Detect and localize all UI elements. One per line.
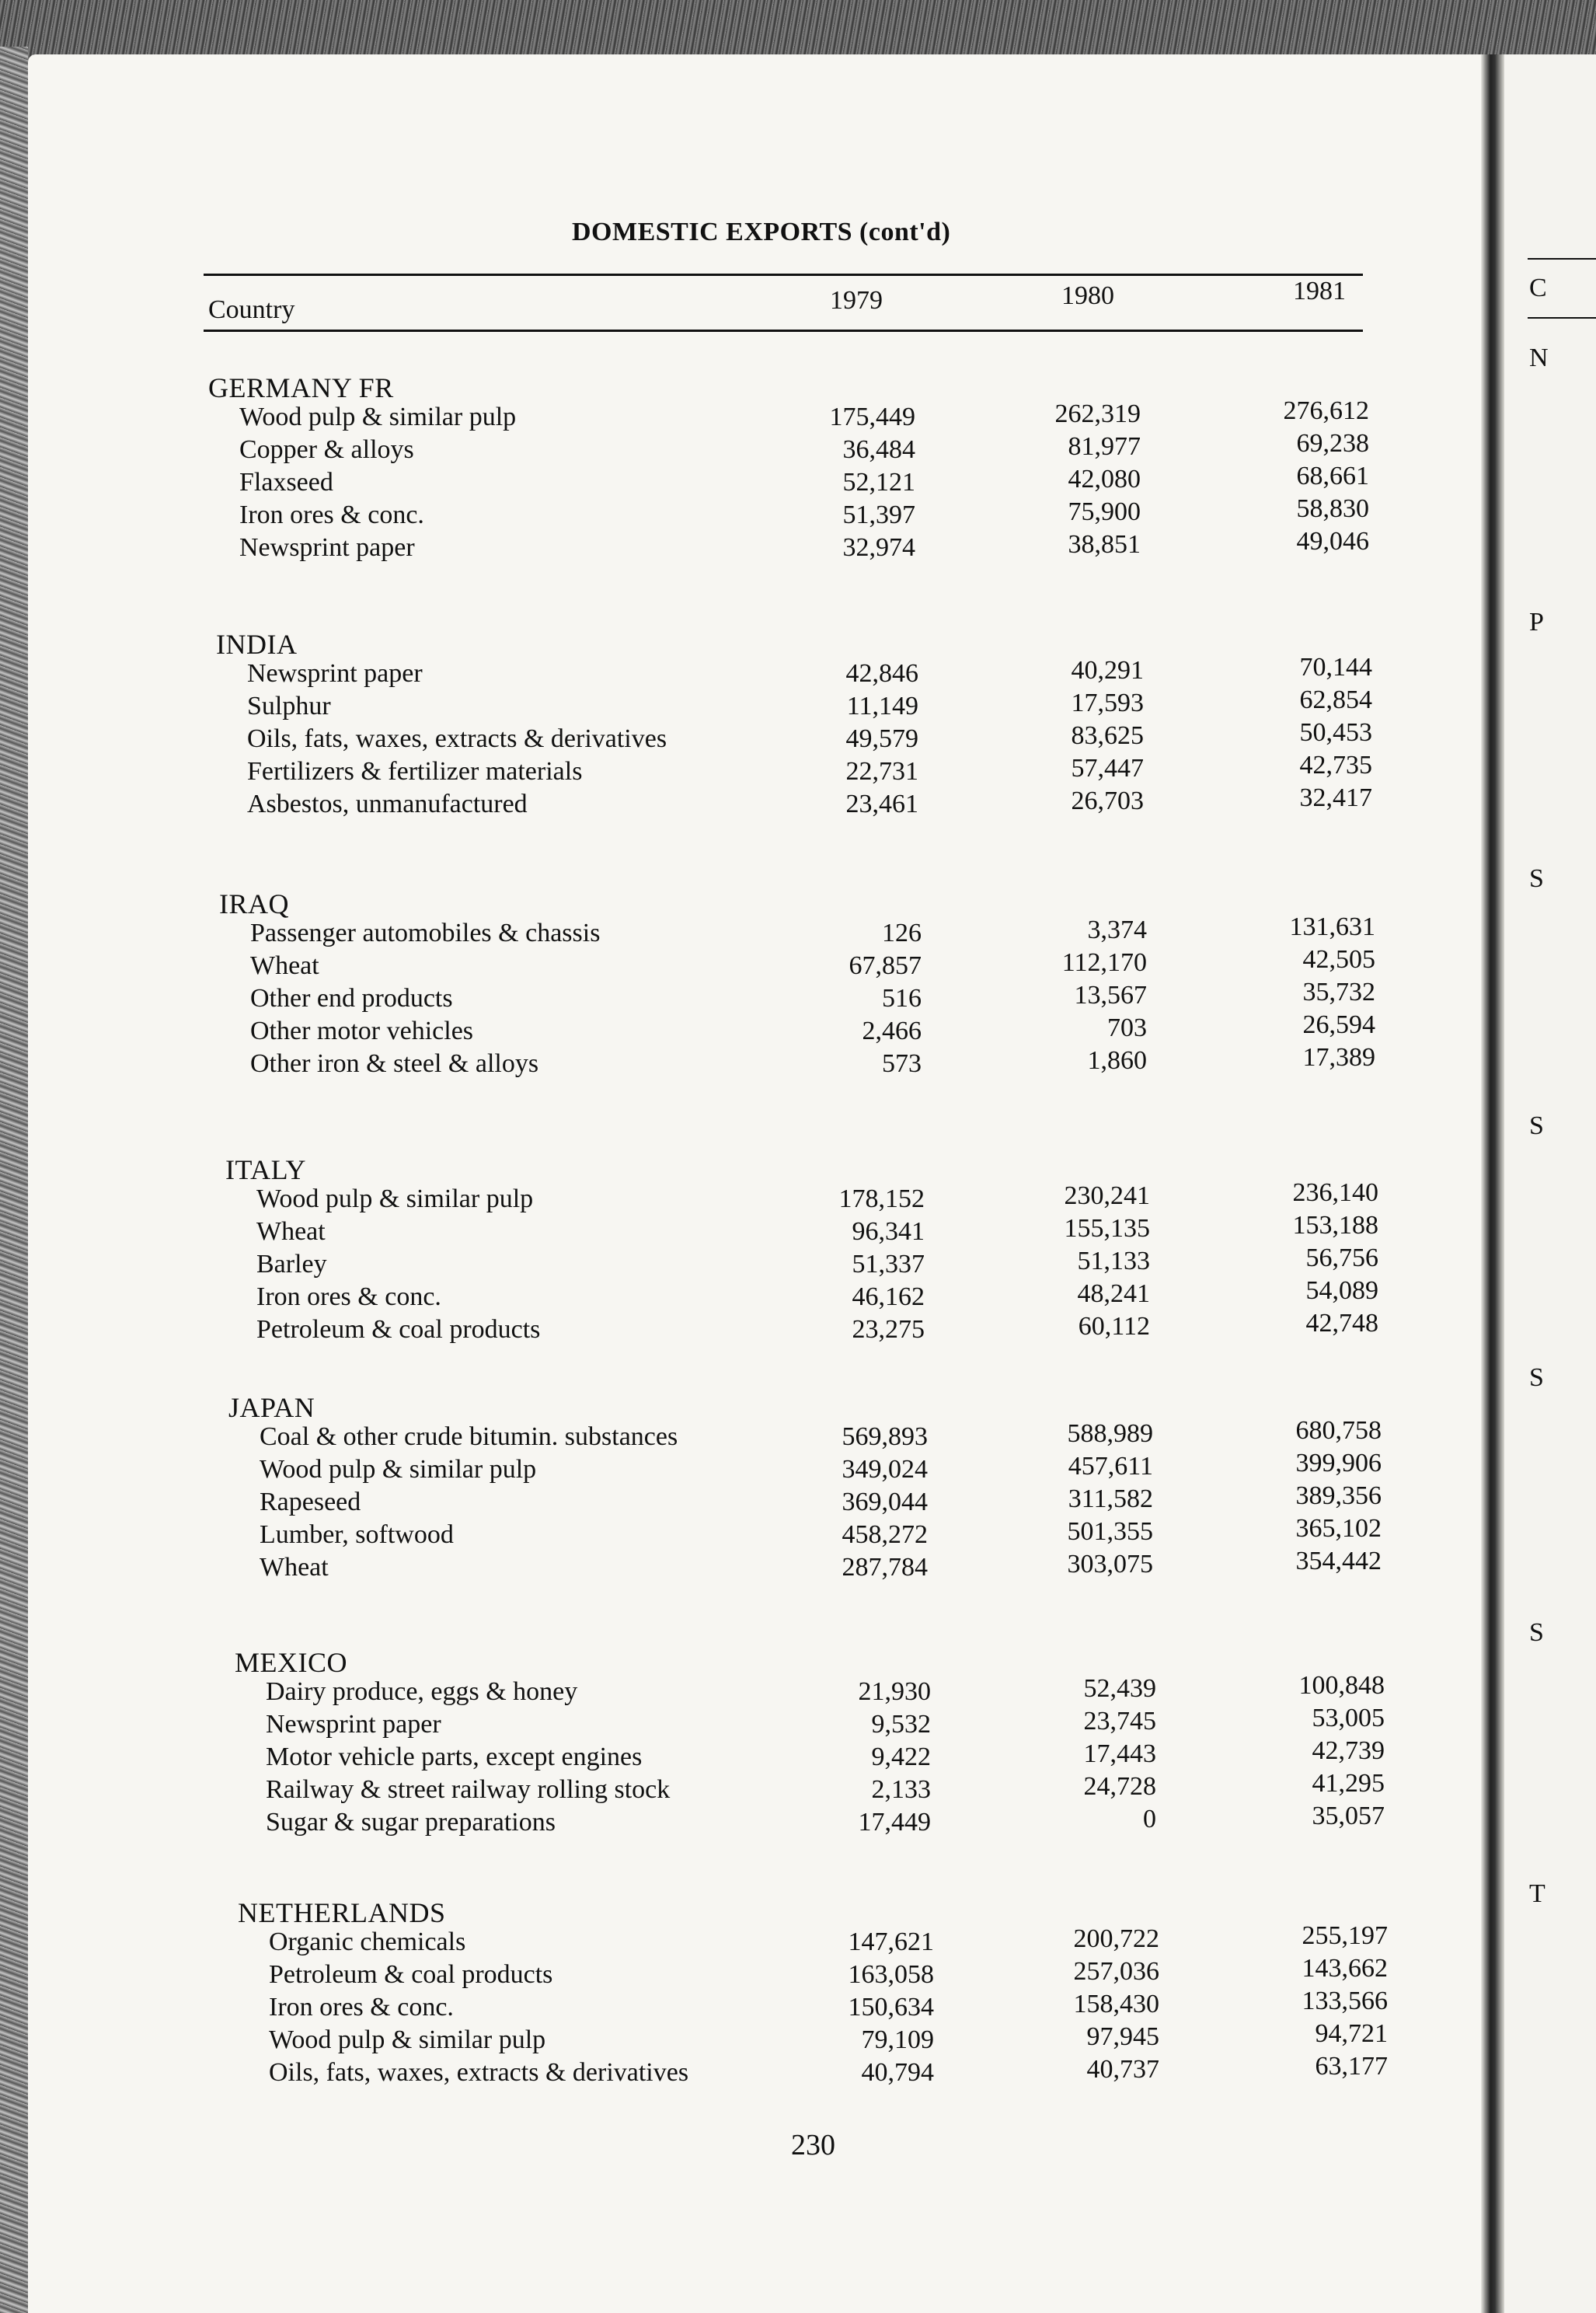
country-heading: JAPAN <box>228 1392 315 1423</box>
table-cell-1979: 51,397 <box>842 501 915 529</box>
table-cell-1979: 49,579 <box>845 724 918 753</box>
table-cell-1979: 17,449 <box>858 1808 931 1837</box>
adjacent-page-letter: S <box>1529 864 1544 893</box>
adjacent-page-letter: S <box>1529 1111 1544 1140</box>
table-row-item-label: Wheat <box>250 951 319 980</box>
table-cell-1979: 175,449 <box>829 403 915 431</box>
table-cell-1981: 236,140 <box>1292 1178 1378 1207</box>
table-cell-1980: 158,430 <box>1073 1990 1159 2018</box>
table-cell-1980: 155,135 <box>1064 1214 1150 1243</box>
table-row-item-label: Dairy produce, eggs & honey <box>266 1677 578 1706</box>
table-cell-1981: 100,848 <box>1298 1671 1385 1700</box>
table-cell-1981: 58,830 <box>1296 494 1369 523</box>
table-row-item-label: Other end products <box>250 984 453 1013</box>
table-cell-1979: 42,846 <box>845 659 918 688</box>
country-heading: NETHERLANDS <box>238 1897 446 1928</box>
table-cell-1981: 35,057 <box>1312 1802 1385 1830</box>
table-cell-1980: 40,291 <box>1071 656 1144 685</box>
table-cell-1979: 9,532 <box>871 1710 931 1739</box>
table-cell-1981: 68,661 <box>1296 462 1369 490</box>
table-cell-1979: 2,133 <box>871 1775 931 1804</box>
table-row-item-label: Flaxseed <box>239 468 333 497</box>
table-row-item-label: Organic chemicals <box>269 1928 466 1956</box>
table-cell-1980: 57,447 <box>1071 754 1144 783</box>
table-row-item-label: Fertilizers & fertilizer materials <box>247 757 583 786</box>
table-cell-1980: 200,722 <box>1073 1924 1159 1953</box>
table-cell-1980: 97,945 <box>1086 2022 1159 2051</box>
scan-edge-top <box>0 0 1596 62</box>
adjacent-page-letter: N <box>1529 344 1549 372</box>
table-row-item-label: Wood pulp & similar pulp <box>269 2025 546 2054</box>
table-row-item-label: Oils, fats, waxes, extracts & derivatives <box>247 724 667 753</box>
table-cell-1980: 75,900 <box>1068 497 1141 526</box>
table-cell-1981: 133,566 <box>1302 1987 1388 2015</box>
table-cell-1979: 22,731 <box>845 757 918 786</box>
table-cell-1980: 40,737 <box>1086 2055 1159 2084</box>
adjacent-page-letter: S <box>1529 1363 1544 1392</box>
table-row-item-label: Oils, fats, waxes, extracts & derivatives <box>269 2058 689 2087</box>
table-row-item-label: Petroleum & coal products <box>256 1315 541 1344</box>
table-row-item-label: Other iron & steel & alloys <box>250 1049 539 1078</box>
table-cell-1979: 23,461 <box>845 790 918 818</box>
table-cell-1979: 163,058 <box>848 1960 934 1989</box>
table-top-rule <box>204 274 1363 276</box>
table-cell-1980: 1,860 <box>1087 1046 1147 1075</box>
table-cell-1979: 569,893 <box>842 1422 928 1451</box>
adjacent-page-fragment <box>1504 54 1596 2313</box>
table-cell-1980: 81,977 <box>1068 432 1141 461</box>
table-cell-1980: 0 <box>1143 1805 1156 1833</box>
table-row-item-label: Other motor vehicles <box>250 1017 474 1045</box>
table-cell-1980: 588,989 <box>1067 1419 1153 1448</box>
country-heading: INDIA <box>216 629 298 660</box>
table-cell-1980: 83,625 <box>1071 721 1144 750</box>
table-cell-1979: 96,341 <box>852 1217 925 1246</box>
table-cell-1979: 573 <box>882 1049 922 1078</box>
table-cell-1980: 311,582 <box>1068 1484 1153 1513</box>
table-row-item-label: Sulphur <box>247 692 331 720</box>
table-cell-1981: 42,505 <box>1302 945 1375 974</box>
table-row-item-label: Newsprint paper <box>247 659 423 688</box>
table-cell-1980: 26,703 <box>1071 787 1144 815</box>
table-row-item-label: Rapeseed <box>260 1488 361 1516</box>
table-cell-1981: 255,197 <box>1302 1921 1388 1950</box>
adjacent-page-letter: C <box>1529 274 1547 302</box>
table-cell-1979: 11,149 <box>846 692 918 720</box>
table-row-item-label: Coal & other crude bitumin. substances <box>260 1422 678 1451</box>
table-row-item-label: Wood pulp & similar pulp <box>260 1455 537 1484</box>
table-cell-1981: 50,453 <box>1299 718 1372 747</box>
table-row-item-label: Petroleum & coal products <box>269 1960 553 1989</box>
table-cell-1980: 112,170 <box>1061 948 1147 977</box>
table-header-rule <box>204 330 1363 332</box>
table-cell-1979: 46,162 <box>852 1282 925 1311</box>
page-title: DOMESTIC EXPORTS (cont'd) <box>572 218 951 246</box>
table-row-item-label: Newsprint paper <box>266 1710 441 1739</box>
table-row-item-label: Barley <box>256 1250 327 1279</box>
table-cell-1981: 365,102 <box>1295 1514 1382 1543</box>
table-cell-1981: 17,389 <box>1302 1043 1375 1072</box>
table-cell-1979: 2,466 <box>862 1017 922 1045</box>
table-cell-1980: 13,567 <box>1074 981 1147 1010</box>
table-cell-1980: 262,319 <box>1054 399 1141 428</box>
table-row-item-label: Iron ores & conc. <box>269 1993 454 2022</box>
table-cell-1980: 17,593 <box>1071 689 1144 717</box>
table-cell-1979: 349,024 <box>842 1455 928 1484</box>
table-cell-1980: 703 <box>1107 1013 1147 1042</box>
table-cell-1979: 51,337 <box>852 1250 925 1279</box>
table-row-item-label: Railway & street railway rolling stock <box>266 1775 671 1804</box>
table-cell-1979: 178,152 <box>838 1184 925 1213</box>
table-cell-1980: 48,241 <box>1077 1279 1150 1308</box>
adjacent-page-letter: P <box>1529 608 1544 637</box>
country-heading: MEXICO <box>235 1647 347 1678</box>
table-cell-1981: 94,721 <box>1315 2019 1388 2048</box>
adjacent-page-letter: S <box>1529 1618 1544 1647</box>
table-cell-1980: 38,851 <box>1068 530 1141 559</box>
table-cell-1981: 354,442 <box>1295 1547 1382 1575</box>
country-heading: GERMANY FR <box>208 372 394 403</box>
scan-edge-left <box>0 47 28 2313</box>
column-header-country: Country <box>208 295 295 324</box>
table-cell-1980: 257,036 <box>1073 1957 1159 1986</box>
table-row-item-label: Wheat <box>260 1553 329 1582</box>
table-cell-1980: 17,443 <box>1083 1739 1156 1768</box>
table-cell-1980: 501,355 <box>1067 1517 1153 1546</box>
table-cell-1980: 24,728 <box>1083 1772 1156 1801</box>
table-row-item-label: Wood pulp & similar pulp <box>256 1184 534 1213</box>
table-cell-1979: 21,930 <box>858 1677 931 1706</box>
table-cell-1981: 56,756 <box>1305 1244 1378 1272</box>
table-cell-1980: 303,075 <box>1067 1550 1153 1579</box>
table-row-item-label: Passenger automobiles & chassis <box>250 919 601 947</box>
table-cell-1981: 276,612 <box>1283 396 1369 425</box>
table-cell-1979: 32,974 <box>842 533 915 562</box>
table-cell-1979: 126 <box>882 919 922 947</box>
table-cell-1981: 54,089 <box>1305 1276 1378 1305</box>
page-number: 230 <box>791 2129 835 2161</box>
table-cell-1981: 153,188 <box>1292 1211 1378 1240</box>
table-cell-1980: 42,080 <box>1068 465 1141 494</box>
table-row-item-label: Iron ores & conc. <box>239 501 424 529</box>
book-gutter <box>1481 54 1504 2313</box>
table-cell-1979: 40,794 <box>861 2058 934 2087</box>
table-cell-1981: 35,732 <box>1302 978 1375 1006</box>
table-cell-1979: 67,857 <box>849 951 922 980</box>
table-cell-1980: 457,611 <box>1068 1452 1153 1481</box>
table-cell-1980: 230,241 <box>1064 1181 1150 1210</box>
table-cell-1981: 26,594 <box>1302 1010 1375 1039</box>
table-cell-1981: 62,854 <box>1299 686 1372 714</box>
table-cell-1981: 49,046 <box>1296 527 1369 556</box>
adjacent-page-letter: T <box>1529 1879 1545 1908</box>
column-header-1979: 1979 <box>830 286 883 315</box>
table-row-item-label: Iron ores & conc. <box>256 1282 441 1311</box>
table-cell-1981: 70,144 <box>1299 653 1372 682</box>
column-header-1980: 1980 <box>1061 281 1114 310</box>
table-cell-1980: 51,133 <box>1077 1247 1150 1275</box>
table-row-item-label: Wheat <box>256 1217 326 1246</box>
table-cell-1979: 36,484 <box>842 435 915 464</box>
table-cell-1980: 23,745 <box>1083 1707 1156 1736</box>
table-row-item-label: Motor vehicle parts, except engines <box>266 1743 643 1771</box>
table-cell-1979: 9,422 <box>871 1743 931 1771</box>
table-cell-1980: 52,439 <box>1083 1674 1156 1703</box>
table-row-item-label: Wood pulp & similar pulp <box>239 403 517 431</box>
table-cell-1980: 60,112 <box>1078 1312 1150 1341</box>
table-cell-1981: 32,417 <box>1299 783 1372 812</box>
table-cell-1981: 41,295 <box>1312 1769 1385 1798</box>
table-cell-1979: 516 <box>882 984 922 1013</box>
table-cell-1981: 42,739 <box>1312 1736 1385 1765</box>
table-cell-1981: 389,356 <box>1295 1481 1382 1510</box>
table-row-item-label: Asbestos, unmanufactured <box>247 790 528 818</box>
column-header-1981: 1981 <box>1293 277 1346 305</box>
table-cell-1981: 131,631 <box>1289 912 1375 941</box>
table-cell-1979: 52,121 <box>842 468 915 497</box>
table-cell-1981: 53,005 <box>1312 1704 1385 1732</box>
table-cell-1980: 3,374 <box>1087 916 1147 944</box>
table-cell-1979: 287,784 <box>842 1553 928 1582</box>
table-cell-1979: 369,044 <box>842 1488 928 1516</box>
table-row-item-label: Sugar & sugar preparations <box>266 1808 556 1837</box>
table-row-item-label: Newsprint paper <box>239 533 415 562</box>
country-heading: ITALY <box>225 1154 306 1185</box>
country-heading: IRAQ <box>219 888 289 919</box>
table-row-item-label: Copper & alloys <box>239 435 414 464</box>
table-cell-1979: 150,634 <box>848 1993 934 2022</box>
table-cell-1979: 458,272 <box>842 1520 928 1549</box>
table-cell-1981: 42,748 <box>1305 1309 1378 1338</box>
table-row-item-label: Lumber, softwood <box>260 1520 454 1549</box>
table-cell-1979: 147,621 <box>848 1928 934 1956</box>
table-cell-1981: 69,238 <box>1296 429 1369 458</box>
table-cell-1981: 680,758 <box>1295 1416 1382 1445</box>
table-cell-1981: 143,662 <box>1302 1954 1388 1983</box>
table-cell-1981: 399,906 <box>1295 1449 1382 1477</box>
table-cell-1979: 79,109 <box>861 2025 934 2054</box>
table-cell-1979: 23,275 <box>852 1315 925 1344</box>
table-cell-1981: 63,177 <box>1315 2052 1388 2081</box>
table-cell-1981: 42,735 <box>1299 751 1372 780</box>
